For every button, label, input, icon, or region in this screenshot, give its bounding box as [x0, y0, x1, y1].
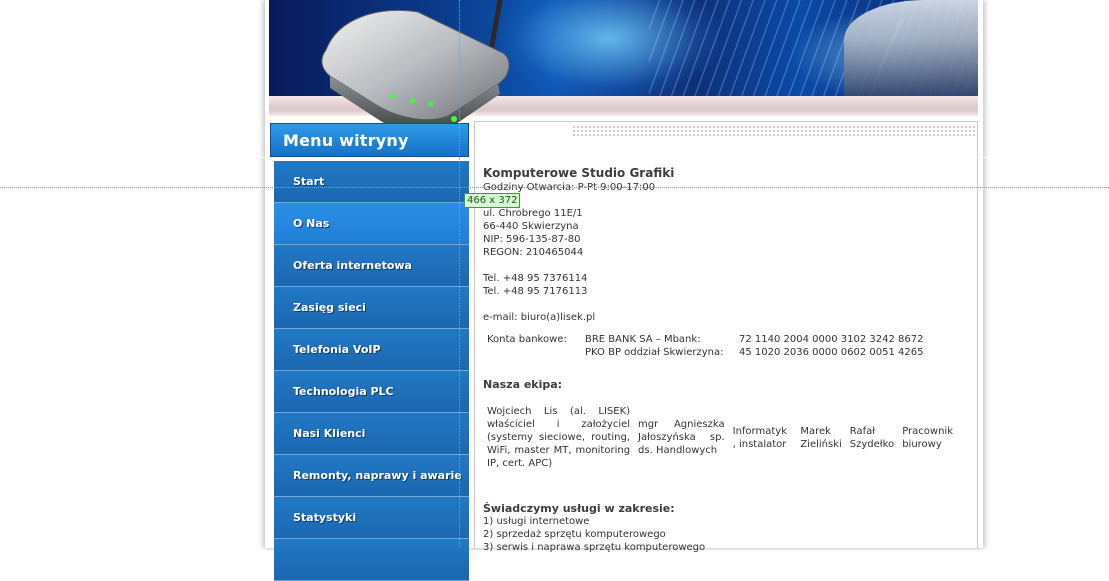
guide-line — [0, 157, 1109, 158]
bank-account-number: 72 1140 2004 0000 3102 3242 8672 — [739, 334, 924, 345]
menu-item-label: Technologia PLC — [293, 385, 394, 398]
status-led — [429, 102, 434, 107]
menu-header-title: Menu witryny — [283, 131, 409, 150]
nip-line: NIP: 596-135-87-80 — [483, 234, 581, 245]
menu-item-o-nas[interactable] — [274, 203, 469, 245]
regon-line: REGON: 210465044 — [483, 247, 584, 258]
menu-item-technologia-plc[interactable] — [274, 371, 469, 413]
menu-item-nasi-klienci[interactable] — [274, 413, 469, 455]
service-item: 2) sprzedaż sprzętu komputerowego — [483, 529, 666, 540]
team-heading: Nasza ekipa: — [483, 378, 563, 391]
team-member: Marek Zieliński — [800, 425, 842, 450]
address-line: 66-440 Skwierzyna — [483, 221, 579, 232]
bank-accounts-table — [483, 333, 928, 359]
person-image — [844, 0, 978, 96]
decorative-dots — [572, 125, 976, 138]
menu-item-statystyki[interactable] — [274, 497, 469, 539]
team-member: mgr Agnieszka Jałoszyńska sp. ds. Handlowych — [638, 419, 725, 456]
content-area — [483, 165, 963, 554]
menu-item-label: Zasięg sieci — [293, 301, 366, 314]
phone-line: Tel. +48 95 7376114 — [483, 273, 588, 284]
menu-item-label: Nasi Klienci — [293, 427, 366, 440]
guide-line — [0, 187, 1109, 188]
menu-item[interactable] — [274, 539, 469, 581]
team-member: Wojciech Lis (al. LISEK) właściciel i założyciel (systemy sieciowe, routing, WiFi, master MT, monitoring IP, cert. APC) — [487, 406, 631, 469]
menu-item-label: O Nas — [293, 217, 330, 230]
status-led — [451, 116, 457, 122]
site-menu — [274, 161, 469, 551]
menu-item-label: Remonty, naprawy i awarie — [293, 469, 462, 482]
menu-item-zasieg-sieci[interactable] — [274, 287, 469, 329]
menu-item-label: Telefonia VoIP — [293, 343, 381, 356]
service-item: 3) serwis i naprawa sprzętu komputerowego — [483, 542, 706, 553]
menu-item-oferta-internetowa[interactable] — [274, 245, 469, 287]
phone-line: Tel. +48 95 7176113 — [483, 286, 588, 297]
team-member: Informatyk , instalator — [732, 425, 787, 450]
team-member: Rafał Szydełko — [849, 425, 895, 450]
bank-accounts-label: Konta bankowe: — [487, 334, 567, 345]
bank-account-number: 45 1020 2036 0000 0602 0051 4265 — [739, 347, 924, 358]
guide-line — [459, 0, 460, 548]
bank-name: BRE BANK SA – Mbank: — [585, 334, 701, 345]
menu-item-remonty[interactable] — [274, 455, 469, 497]
company-name: Komputerowe Studio Grafiki — [483, 166, 675, 180]
email-line: e-mail: biuro(a)lisek.pl — [483, 312, 596, 323]
services-heading: Świadczymy usługi w zakresie: — [483, 502, 675, 515]
menu-item-label: Statystyki — [293, 511, 357, 524]
service-item: 1) usługi internetowe — [483, 516, 590, 527]
team-table — [483, 405, 957, 470]
menu-item-start[interactable] — [274, 161, 469, 203]
menu-item-telefonia-voip[interactable] — [274, 329, 469, 371]
menu-header — [270, 123, 469, 157]
status-led — [391, 94, 396, 99]
bank-name: PKO BP oddział Skwierzyna: — [585, 347, 724, 358]
size-tooltip: 466 x 372 — [464, 193, 520, 208]
opening-hours: Godziny Otwarcia: P-Pt 9:00-17:00 — [483, 182, 656, 193]
team-member: Pracownik biurowy — [902, 425, 953, 450]
address-line: ul. Chrobrego 11E/1 — [483, 208, 583, 219]
status-led — [411, 99, 416, 104]
menu-item-label: Oferta internetowa — [293, 259, 412, 272]
menu-item-label: Start — [293, 175, 325, 188]
